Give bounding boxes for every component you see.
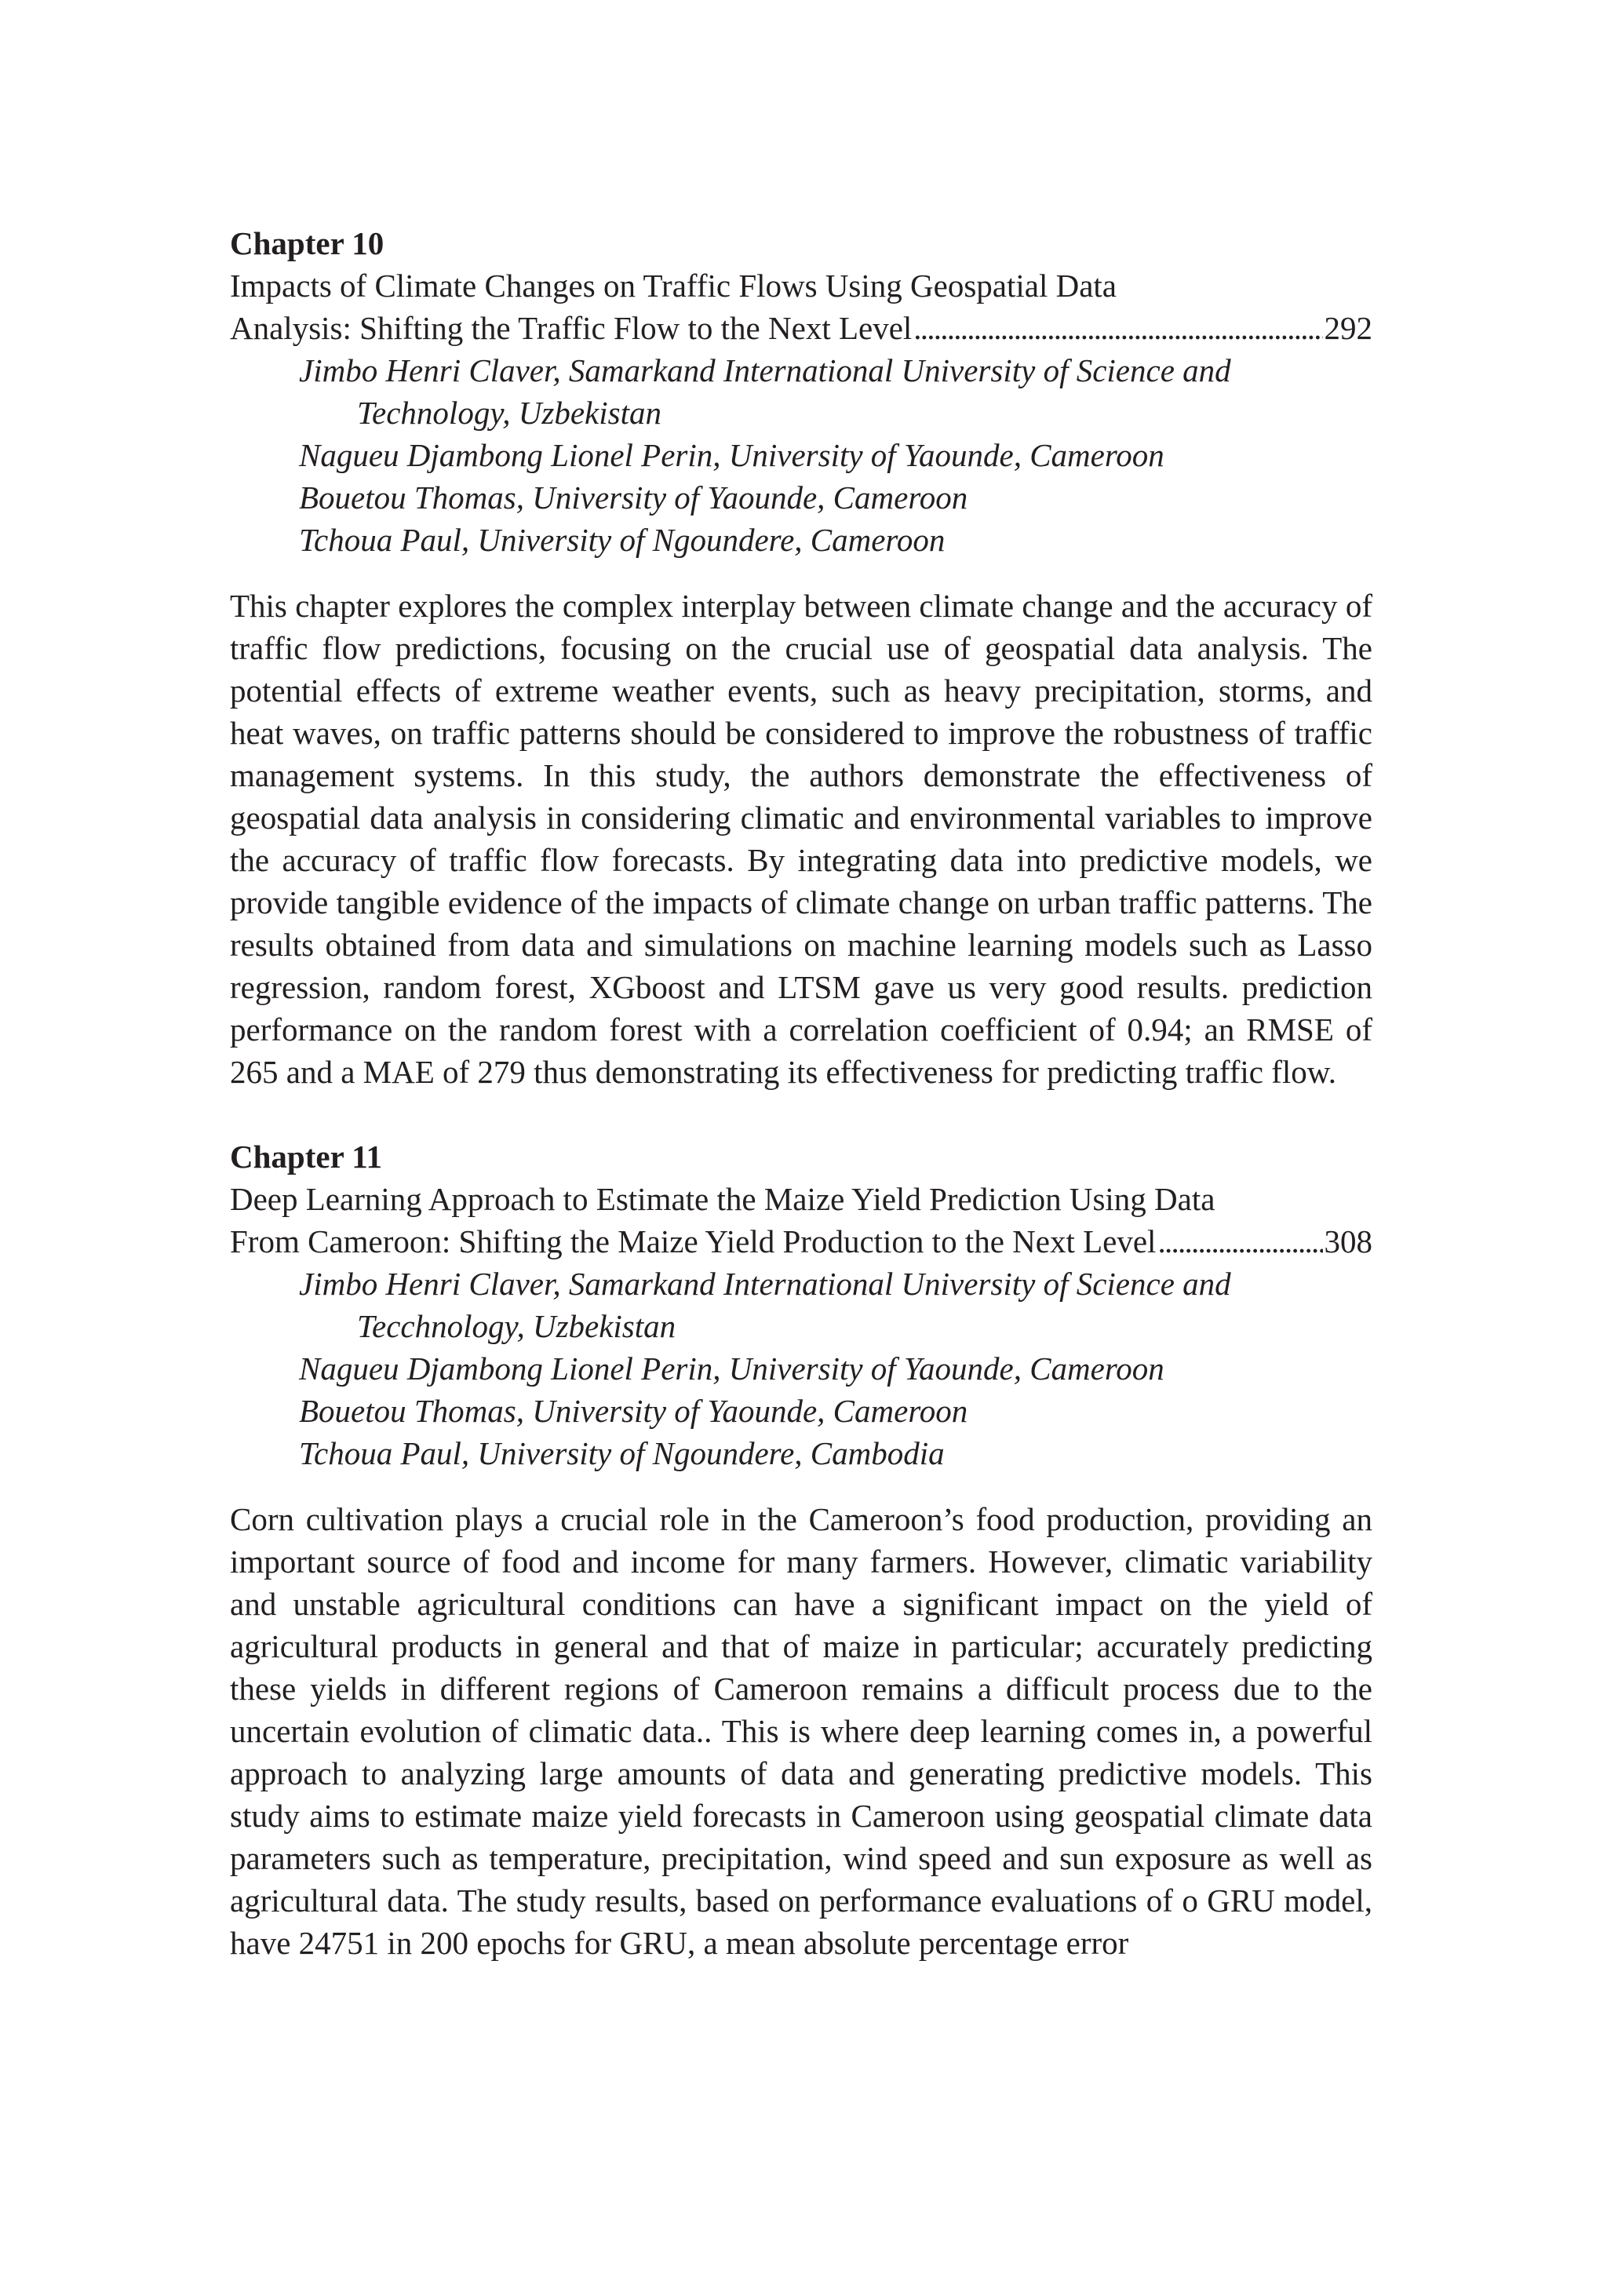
chapter-title[interactable]: [230, 264, 1372, 349]
dot-leader: [913, 307, 1322, 349]
chapter-entry-10: [230, 222, 1372, 1093]
author-entry: Jimbo Henri Claver, Samarkand International University of Science and Tecchnology, Uzbekistan: [299, 1266, 1231, 1344]
author-list: [230, 349, 1372, 561]
author-list: [230, 1263, 1372, 1474]
page-number: 292: [1324, 310, 1372, 346]
chapter-heading: Chapter 11: [230, 1139, 383, 1175]
chapter-title-last-line: [230, 1220, 1372, 1263]
chapter-abstract: This chapter explores the complex interplay between climate change and the accuracy of traffic flow predictions, focusing on the crucial use of geospatial data analysis. The potential effects of extreme weather events, such as heavy precipitation, storms, and heat waves, on traffic patterns should be considered to improve the robustness of traffic management systems. In this study, the authors demonstrate the effectiveness of geospatial data analysis in considering climatic and environmental variables to improve the accuracy of traffic flow forecasts. By integrating data into predictive models, we provide tangible evidence of the impacts of climate change on urban traffic patterns. The results obtained from data and simulations on machine learning models such as Lasso regression, random forest, XGboost and LTSM gave us very good results. prediction performance on the random forest with a correlation coefficient of 0.94; an RMSE of 265 and a MAE of 279 thus demonstrating its effectiveness for predicting traffic flow.: [230, 588, 1372, 1090]
author-entry: Tchoua Paul, University of Ngoundere, Cameroon: [299, 522, 946, 558]
chapter-title-line: Impacts of Climate Changes on Traffic Flows Using Geospatial Data: [230, 268, 1117, 304]
author-entry: Bouetou Thomas, University of Yaounde, Cameroon: [299, 1393, 968, 1429]
author-entry: Bouetou Thomas, University of Yaounde, Cameroon: [299, 479, 968, 516]
chapter-title-line: Deep Learning Approach to Estimate the Maize Yield Prediction Using Data: [230, 1181, 1215, 1217]
author-entry: Nagueu Djambong Lionel Perin, University of Yaounde, Cameroon: [299, 1350, 1164, 1387]
chapter-title-line: From Cameroon: Shifting the Maize Yield Production to the Next Level: [230, 1223, 1157, 1259]
chapter-title-line: Analysis: Shifting the Traffic Flow to the Next Level: [230, 310, 913, 346]
page-number: 308: [1324, 1223, 1372, 1259]
chapter-abstract: Corn cultivation plays a crucial role in the Cameroon’s food production, providing an important source of food and income for many farmers. However, climatic variability and unstable agricultural conditions can have a significant impact on the yield of agricultural products in general and that of maize in particular; accurately predicting these yields in different regions of Cameroon remains a difficult process due to the uncertain evolution of climatic data.. This is where deep learning comes in, a powerful approach to analyzing large amounts of data and generating predictive models. This study aims to estimate maize yield forecasts in Cameroon using geospatial climate data parameters such as temperature, precipitation, wind speed and sun exposure as well as agricultural data. The study results, based on performance evaluations of o GRU model, have 24751 in 200 epochs for GRU, a mean absolute percentage error: [230, 1501, 1372, 1961]
author-entry: Nagueu Djambong Lionel Perin, University of Yaounde, Cameroon: [299, 437, 1164, 473]
author-entry: Tchoua Paul, University of Ngoundere, Cambodia: [299, 1435, 945, 1471]
dot-leader: [1157, 1220, 1322, 1263]
chapter-title[interactable]: [230, 1178, 1372, 1263]
table-of-contents-page: [230, 222, 1372, 1964]
chapter-entry-11: [230, 1135, 1372, 1964]
author-entry: Jimbo Henri Claver, Samarkand International University of Science and Technology, Uzbekistan: [299, 352, 1231, 431]
chapter-title-last-line: [230, 307, 1372, 349]
chapter-heading: Chapter 10: [230, 225, 384, 261]
